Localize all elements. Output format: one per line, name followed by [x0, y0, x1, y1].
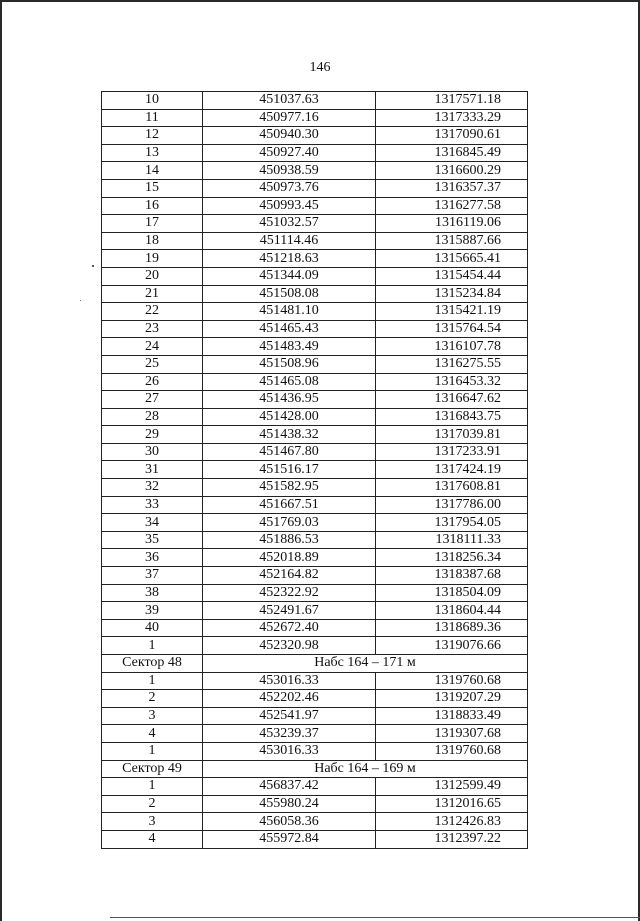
x-coordinate: 451344.09 — [203, 267, 376, 285]
y-coordinate: 1315234.84 — [376, 285, 528, 303]
table-row — [102, 584, 528, 602]
table-row — [102, 179, 528, 197]
point-number: 14 — [102, 162, 203, 180]
x-coordinate: 453016.33 — [203, 742, 376, 760]
point-number: 23 — [102, 320, 203, 338]
table-row — [102, 162, 528, 180]
coordinates-table — [101, 91, 528, 849]
x-coordinate: 451582.95 — [203, 479, 376, 497]
table-row — [102, 531, 528, 549]
point-number: 13 — [102, 144, 203, 162]
x-coordinate: 451483.49 — [203, 338, 376, 356]
point-number: 2 — [102, 795, 203, 813]
x-coordinate: 451508.08 — [203, 285, 376, 303]
scan-border-top — [0, 0, 640, 2]
point-number: 36 — [102, 549, 203, 567]
table-row — [102, 549, 528, 567]
x-coordinate: 451436.95 — [203, 391, 376, 409]
y-coordinate: 1316119.06 — [376, 215, 528, 233]
table-row — [102, 742, 528, 760]
scan-border-bottom — [110, 917, 640, 918]
y-coordinate: 1315454.44 — [376, 267, 528, 285]
y-coordinate: 1318387.68 — [376, 567, 528, 585]
point-number: 19 — [102, 250, 203, 268]
y-coordinate: 1318504.09 — [376, 584, 528, 602]
point-number: 18 — [102, 232, 203, 250]
table-row — [102, 725, 528, 743]
point-number: 4 — [102, 725, 203, 743]
table-row — [102, 707, 528, 725]
y-coordinate: 1315764.54 — [376, 320, 528, 338]
point-number: 2 — [102, 690, 203, 708]
point-number: 10 — [102, 92, 203, 110]
x-coordinate: 451465.43 — [203, 320, 376, 338]
point-number: 12 — [102, 127, 203, 145]
y-coordinate: 1316275.55 — [376, 355, 528, 373]
table-row — [102, 602, 528, 620]
table-row — [102, 690, 528, 708]
point-number: 1 — [102, 778, 203, 796]
y-coordinate: 1316843.75 — [376, 408, 528, 426]
point-number: 1 — [102, 637, 203, 655]
y-coordinate: 1312397.22 — [376, 830, 528, 848]
table-row — [102, 496, 528, 514]
table-row — [102, 144, 528, 162]
point-number: 15 — [102, 179, 203, 197]
x-coordinate: 455972.84 — [203, 830, 376, 848]
point-number: 26 — [102, 373, 203, 391]
y-coordinate: 1319207.29 — [376, 690, 528, 708]
point-number: 21 — [102, 285, 203, 303]
y-coordinate: 1318604.44 — [376, 602, 528, 620]
x-coordinate: 450940.30 — [203, 127, 376, 145]
y-coordinate: 1316357.37 — [376, 179, 528, 197]
x-coordinate: 453016.33 — [203, 672, 376, 690]
x-coordinate: 452322.92 — [203, 584, 376, 602]
page-number: 146 — [309, 60, 331, 75]
y-coordinate: 1316107.78 — [376, 338, 528, 356]
point-number: 32 — [102, 479, 203, 497]
scan-speck — [92, 265, 94, 267]
table-row — [102, 338, 528, 356]
y-coordinate: 1316845.49 — [376, 144, 528, 162]
y-coordinate: 1318833.49 — [376, 707, 528, 725]
x-coordinate: 451467.80 — [203, 443, 376, 461]
x-coordinate: 450927.40 — [203, 144, 376, 162]
point-number: 24 — [102, 338, 203, 356]
y-coordinate: 1317424.19 — [376, 461, 528, 479]
x-coordinate: 452164.82 — [203, 567, 376, 585]
x-coordinate: 450977.16 — [203, 109, 376, 127]
x-coordinate: 451465.08 — [203, 373, 376, 391]
table-row — [102, 426, 528, 444]
x-coordinate: 456837.42 — [203, 778, 376, 796]
x-coordinate: 452202.46 — [203, 690, 376, 708]
table-row — [102, 127, 528, 145]
table-row — [102, 303, 528, 321]
table-row — [102, 109, 528, 127]
point-number: 16 — [102, 197, 203, 215]
table-row — [102, 443, 528, 461]
x-coordinate: 450993.45 — [203, 197, 376, 215]
point-number: 22 — [102, 303, 203, 321]
y-coordinate: 1317786.00 — [376, 496, 528, 514]
table-row — [102, 320, 528, 338]
y-coordinate: 1315421.19 — [376, 303, 528, 321]
scan-speck — [80, 300, 81, 301]
coordinates-table-body — [102, 92, 528, 849]
table-row — [102, 408, 528, 426]
point-number: 20 — [102, 267, 203, 285]
table-row — [102, 391, 528, 409]
x-coordinate: 451037.63 — [203, 92, 376, 110]
x-coordinate: 451428.00 — [203, 408, 376, 426]
sector-height-range: Набс 164 – 169 м — [203, 760, 528, 778]
point-number: 33 — [102, 496, 203, 514]
sector-header-row — [102, 655, 528, 673]
y-coordinate: 1317954.05 — [376, 514, 528, 532]
x-coordinate: 451218.63 — [203, 250, 376, 268]
point-number: 3 — [102, 707, 203, 725]
y-coordinate: 1316600.29 — [376, 162, 528, 180]
point-number: 39 — [102, 602, 203, 620]
table-row — [102, 285, 528, 303]
y-coordinate: 1319760.68 — [376, 672, 528, 690]
table-row — [102, 672, 528, 690]
table-row — [102, 813, 528, 831]
point-number: 11 — [102, 109, 203, 127]
x-coordinate: 450973.76 — [203, 179, 376, 197]
point-number: 1 — [102, 672, 203, 690]
sector-header-row — [102, 760, 528, 778]
table-row — [102, 778, 528, 796]
point-number: 25 — [102, 355, 203, 373]
x-coordinate: 451032.57 — [203, 215, 376, 233]
sector-label: Сектор 48 — [102, 655, 203, 673]
table-row — [102, 373, 528, 391]
y-coordinate: 1319307.68 — [376, 725, 528, 743]
x-coordinate: 451769.03 — [203, 514, 376, 532]
x-coordinate: 452018.89 — [203, 549, 376, 567]
x-coordinate: 452320.98 — [203, 637, 376, 655]
point-number: 37 — [102, 567, 203, 585]
y-coordinate: 1317039.81 — [376, 426, 528, 444]
point-number: 35 — [102, 531, 203, 549]
point-number: 1 — [102, 742, 203, 760]
y-coordinate: 1317571.18 — [376, 92, 528, 110]
x-coordinate: 450938.59 — [203, 162, 376, 180]
point-number: 3 — [102, 813, 203, 831]
table-row — [102, 232, 528, 250]
table-row — [102, 619, 528, 637]
table-row — [102, 637, 528, 655]
x-coordinate: 451886.53 — [203, 531, 376, 549]
x-coordinate: 451516.17 — [203, 461, 376, 479]
table-row — [102, 92, 528, 110]
table-row — [102, 250, 528, 268]
table-row — [102, 567, 528, 585]
y-coordinate: 1317090.61 — [376, 127, 528, 145]
table-row — [102, 795, 528, 813]
x-coordinate: 452672.40 — [203, 619, 376, 637]
y-coordinate: 1317233.91 — [376, 443, 528, 461]
table-row — [102, 461, 528, 479]
y-coordinate: 1312426.83 — [376, 813, 528, 831]
table-row — [102, 830, 528, 848]
x-coordinate: 456058.36 — [203, 813, 376, 831]
point-number: 31 — [102, 461, 203, 479]
point-number: 4 — [102, 830, 203, 848]
y-coordinate: 1315887.66 — [376, 232, 528, 250]
y-coordinate: 1312599.49 — [376, 778, 528, 796]
y-coordinate: 1317333.29 — [376, 109, 528, 127]
x-coordinate: 453239.37 — [203, 725, 376, 743]
x-coordinate: 451438.32 — [203, 426, 376, 444]
x-coordinate: 452541.97 — [203, 707, 376, 725]
table-row — [102, 267, 528, 285]
y-coordinate: 1316647.62 — [376, 391, 528, 409]
y-coordinate: 1319076.66 — [376, 637, 528, 655]
point-number: 34 — [102, 514, 203, 532]
scan-border-left — [0, 0, 2, 921]
y-coordinate: 1318256.34 — [376, 549, 528, 567]
point-number: 27 — [102, 391, 203, 409]
y-coordinate: 1312016.65 — [376, 795, 528, 813]
x-coordinate: 452491.67 — [203, 602, 376, 620]
x-coordinate: 451481.10 — [203, 303, 376, 321]
y-coordinate: 1319760.68 — [376, 742, 528, 760]
y-coordinate: 1318111.33 — [376, 531, 528, 549]
point-number: 38 — [102, 584, 203, 602]
sector-height-range: Набс 164 – 171 м — [203, 655, 528, 673]
point-number: 40 — [102, 619, 203, 637]
y-coordinate: 1316453.32 — [376, 373, 528, 391]
table-row — [102, 479, 528, 497]
x-coordinate: 451114.46 — [203, 232, 376, 250]
x-coordinate: 451508.96 — [203, 355, 376, 373]
point-number: 30 — [102, 443, 203, 461]
y-coordinate: 1315665.41 — [376, 250, 528, 268]
point-number: 29 — [102, 426, 203, 444]
table-row — [102, 514, 528, 532]
table-row — [102, 197, 528, 215]
sector-label: Сектор 49 — [102, 760, 203, 778]
point-number: 17 — [102, 215, 203, 233]
point-number: 28 — [102, 408, 203, 426]
x-coordinate: 451667.51 — [203, 496, 376, 514]
table-row — [102, 215, 528, 233]
y-coordinate: 1318689.36 — [376, 619, 528, 637]
y-coordinate: 1316277.58 — [376, 197, 528, 215]
x-coordinate: 455980.24 — [203, 795, 376, 813]
table-row — [102, 355, 528, 373]
y-coordinate: 1317608.81 — [376, 479, 528, 497]
